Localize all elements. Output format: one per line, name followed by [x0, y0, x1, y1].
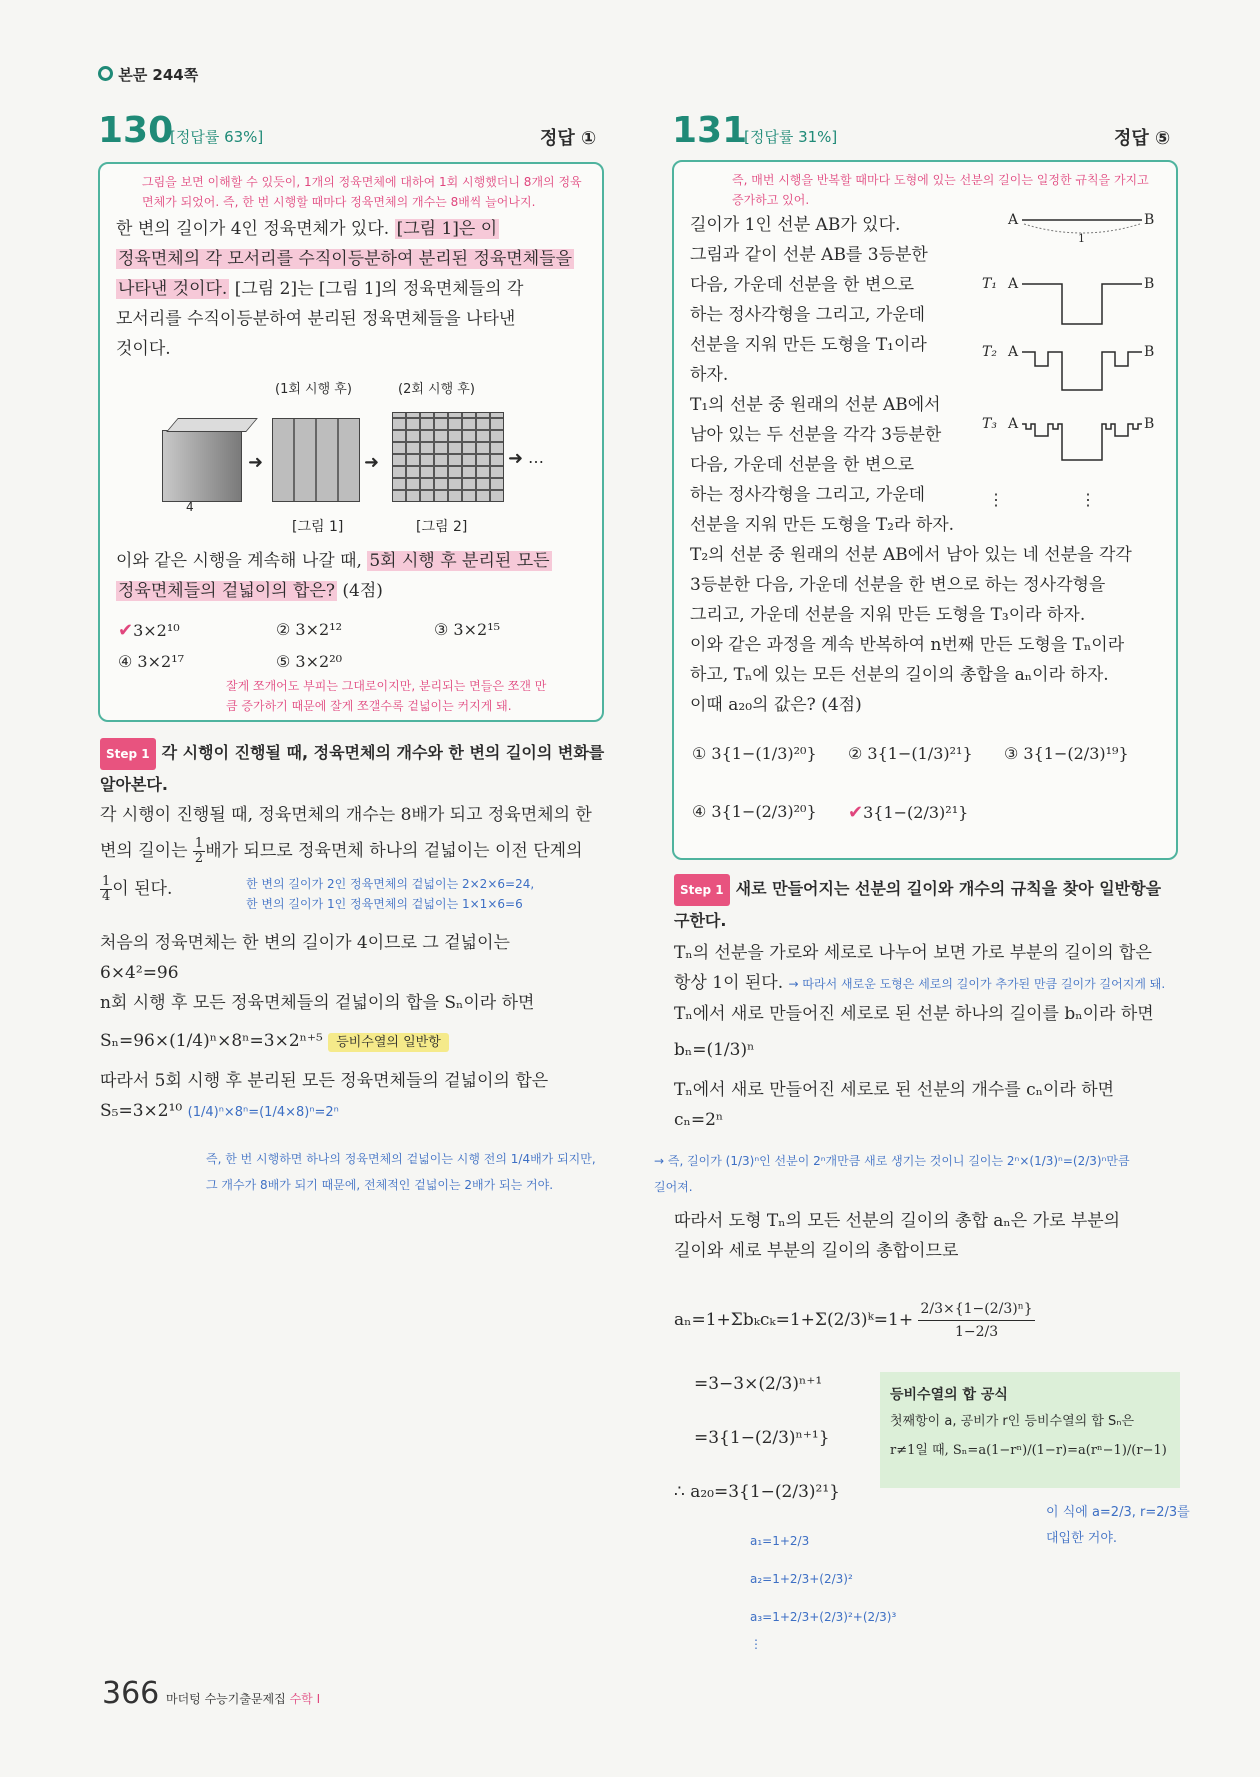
check-icon: ✔ — [118, 620, 134, 641]
fig-T3: T₃ — [982, 416, 997, 432]
blue-note-130: 즉, 한 번 시행하면 하나의 정육면체의 겉넓이는 시행 전의 1/4배가 되지만, 그 개수가 8배가 되기 때문에, 전체적인 겉넓이는 2배가 되는 거야. — [206, 1152, 596, 1192]
page-number: 366 — [102, 1676, 160, 1711]
answer-130: 정답 ① — [540, 128, 597, 149]
fig-vdots-1: ⋮ — [988, 490, 1004, 509]
svg-text:A: A — [1008, 344, 1019, 360]
arrow-1: ➜ — [248, 452, 264, 473]
choice-1[interactable]: ✔3×2¹⁰ — [118, 620, 180, 641]
cubes-1st — [272, 418, 360, 502]
formula-title: 등비수열의 합 공식 — [890, 1387, 1008, 1403]
svg-text:B: B — [1144, 416, 1155, 432]
choice-2[interactable]: ② 3{1−(1/3)²¹} — [848, 744, 973, 763]
cube-original — [162, 430, 242, 502]
cube-edge-label: 4 — [186, 500, 194, 514]
question-130: 한 변의 길이가 4인 정육면체가 있다. [그림 1]은 이 정육면체의 각 모서리를 수직이등분하여 분리된 정육면체들을 나타낸 것이다. [그림 2]는 [그림 1]의 정육면체들의 각 모서리를 수직이등분하여 분리된 정육면체들을 나타낸 것이다. — [116, 219, 572, 359]
solution-130: 각 시행이 진행될 때, 정육면체의 개수는 8배가 되고 정육면체의 한 변의 길이는 $\frac{1}{2}$ 배가 되므로 정육면체 하나의 겉넓이는 이전 단계의 $\frac{1}{4}$ 이 된다. — [100, 805, 592, 904]
formula-note: 이 식에 a=2/3, r=2/3를 대입한 거야. — [1046, 1505, 1190, 1546]
fig-B0: B — [1144, 212, 1155, 228]
note-top-131: 즉, 매번 시행을 반복할 때마다 도형에 있는 선분의 길이는 일정한 규칙을 가지고 증가하고 있어. — [732, 173, 1149, 207]
cube-original-top — [166, 418, 258, 432]
fig-caption-1: [그림 1] — [292, 519, 344, 535]
step1-131: Step 1 새로 만들어지는 선분의 길이와 개수의 규칙을 찾아 일반항을 구한다. — [674, 874, 1174, 936]
problem-number-130: 130 — [98, 110, 174, 151]
choice-5[interactable]: ✔3{1−(2/3)²¹} — [848, 802, 969, 823]
equation-2: =3−3×(2/3)ⁿ⁺¹ — [694, 1374, 823, 1394]
svg-text:A: A — [1008, 276, 1019, 292]
fig-one: 1 — [1078, 232, 1085, 245]
solution-131b: 따라서 도형 Tₙ의 모든 선분의 길이의 총합 aₙ은 가로 부분의 길이와 세로 부분의 길이의 총합이므로 — [674, 1211, 1121, 1261]
choice-5[interactable]: ⑤ 3×2²⁰ — [276, 652, 343, 671]
step-tag: Step 1 — [674, 874, 730, 906]
fig-T2: T₂ — [982, 344, 997, 360]
equation-1: aₙ=1+Σbₖcₖ=1+Σ(2/3)ᵏ=1+ $\frac{\text{2/3×\{1−(2/3)ⁿ\}}}{1-2/3}$ — [674, 1298, 1035, 1343]
side-note-130: 한 변의 길이가 2인 정육면체의 겉넓이는 2×2×6=24, 한 변의 길이가 1인 정육면체의 겉넓이는 1×1×6=6 — [246, 877, 535, 911]
note-top-130: 그림을 보면 이해할 수 있듯이, 1개의 정육면체에 대하여 1회 시행했더니 8개의 정육면체가 되었어. 즉, 한 번 시행할 때마다 정육면체의 개수는 8배씩 늘어나지. — [142, 175, 582, 209]
check-icon: ✔ — [848, 802, 864, 823]
question-131: 길이가 1인 선분 AB가 있다. 그림과 같이 선분 AB를 3등분한 다음, 가운데 선분을 한 변으로 하는 정사각형을 그리고, 가운데 선분을 지워 만든 도형을 T₁이라 하자. T₁의 선분 중 원래의 선분 AB에서 남아 있는 두 선분을 각각 3등분한 다음, 가운데 선분을 한 변으로 하는 정사각형을 그리고, 가운데 선분을 지워 만든 도형을 T₂라 하자. — [690, 215, 955, 535]
formula-line-2: r≠1일 때, Sₙ=a(1−rⁿ)/(1−r)=a(rⁿ−1)/(r−1) — [890, 1443, 1167, 1458]
fig-A0: A — [1008, 212, 1019, 228]
problem-number-131: 131 — [672, 110, 748, 151]
choice-4[interactable]: ④ 3×2¹⁷ — [118, 652, 185, 671]
equation-4: ∴ a₂₀=3{1−(2/3)²¹} — [674, 1482, 840, 1502]
svg-text:B: B — [1144, 276, 1155, 292]
blue-note-131: → 즉, 길이가 (1/3)ⁿ인 선분이 2ⁿ개만큼 새로 생기는 것이니 길이는 2ⁿ×(1/3)ⁿ=(2/3)ⁿ만큼 길어져. — [654, 1154, 1130, 1194]
segment-figures — [972, 206, 1172, 466]
solution-131: Tₙ의 선분을 가로와 세로로 나누어 보면 가로 부분의 길이의 합은 항상 1이 된다. → 따라서 새로운 도형은 세로의 길이가 추가된 만큼 길이가 길어지게 돼. Tₙ에서 새로 만들어진 세로로 된 선분 하나의 길이를 bₙ이라 하면 bₙ=(1/3)ⁿ Tₙ에서 새로 만들어진 세로로 된 선분의 개수를 cₙ이라 하면 cₙ=2ⁿ — [674, 943, 1166, 1130]
arrow-2: ➜ — [364, 452, 380, 473]
formula-line-1: 첫째항이 a, 공비가 r인 등비수열의 합 Sₙ은 — [890, 1414, 1135, 1429]
solution-130b: 처음의 정육면체는 한 변의 길이가 4이므로 그 겉넓이는 6×4²=96 n회 시행 후 모든 정육면체들의 겉넓이의 합을 Sₙ이라 하면 Sₙ=96×(1/4)ⁿ×8ⁿ=3×2ⁿ⁺⁵ 등비수열의 일반항 따라서 5회 시행 후 분리된 모든 정육면체들의 겉넓이의 합은 S₅=3×2¹⁰ (1/4)ⁿ×8ⁿ=(1/4×8)ⁿ=2ⁿ — [100, 933, 549, 1121]
correct-rate-131: [정답률 31%] — [744, 128, 838, 146]
formula-box — [880, 1372, 1180, 1488]
fig-continue-dots: … — [528, 448, 544, 467]
fig-caption-2: [그림 2] — [416, 519, 468, 535]
correct-rate-130: [정답률 63%] — [170, 128, 264, 146]
small-terms: a₁=1+2/3 a₂=1+2/3+(2/3)² a₃=1+2/3+(2/3)²+(2/3)³ ⋮ — [750, 1534, 897, 1651]
fig-vdots-2: ⋮ — [1080, 490, 1096, 509]
question-131-cont: T₂의 선분 중 원래의 선분 AB에서 남아 있는 네 선분을 각각 3등분한 다음, 가운데 선분을 한 변으로 하는 정사각형을 그리고, 가운데 선분을 지워 만든 도형을 T₃이라 하자. 이와 같은 과정을 계속 반복하여 n번째 만든 도형을 Tₙ이라 하고, Tₙ에 있는 모든 선분의 길이의 총합을 aₙ이라 하자. 이때 a₂₀의 값은? (4점) — [690, 545, 1132, 715]
note-bottom-130: 잘게 쪼개어도 부피는 그대로이지만, 분리되는 면들은 쪼갠 만큼 증가하기 때문에 잘게 쪼갤수록 겉넓이는 커지게 돼. — [226, 679, 547, 713]
step1-130: Step 1 각 시행이 진행될 때, 정육면체의 개수와 한 변의 길이의 변화를 알아본다. — [100, 738, 610, 800]
label-geometric: 등비수열의 일반항 — [328, 1033, 449, 1052]
fig-label-2: (2회 시행 후) — [398, 382, 475, 397]
svg-text:B: B — [1144, 344, 1155, 360]
equation-3: =3{1−(2/3)ⁿ⁺¹} — [694, 1428, 830, 1448]
choice-3[interactable]: ③ 3{1−(2/3)¹⁹} — [1004, 744, 1129, 763]
fig-T1: T₁ — [982, 276, 997, 292]
choice-2[interactable]: ② 3×2¹² — [276, 620, 343, 639]
choice-1[interactable]: ① 3{1−(1/3)²⁰} — [692, 744, 817, 763]
circle-icon — [98, 66, 113, 81]
choice-4[interactable]: ④ 3{1−(2/3)²⁰} — [692, 802, 817, 821]
step-tag: Step 1 — [100, 738, 156, 770]
arrow-3: ➜ — [508, 448, 524, 469]
svg-text:A: A — [1008, 416, 1019, 432]
page-ref: 본문 244쪽 — [98, 64, 198, 85]
choice-3[interactable]: ③ 3×2¹⁵ — [434, 620, 501, 639]
fig-label-1: (1회 시행 후) — [275, 382, 352, 397]
book-title: 마더텅 수능기출문제집 수학 I — [166, 1692, 321, 1706]
cubes-2nd — [392, 412, 504, 502]
question2-130: 이와 같은 시행을 계속해 나갈 때, 5회 시행 후 분리된 모든 정육면체들의 겉넓이의 합은? (4점) — [116, 551, 550, 601]
answer-131: 정답 ⑤ — [1114, 128, 1171, 149]
